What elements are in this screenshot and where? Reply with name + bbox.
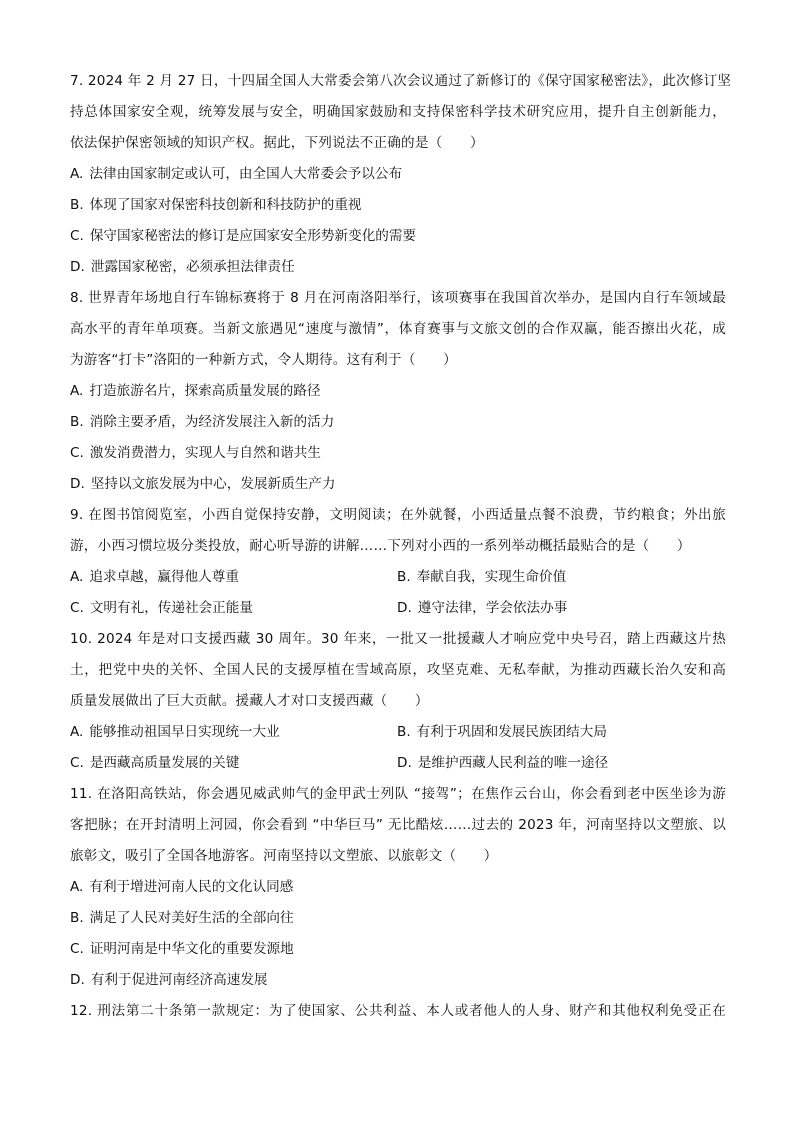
- option-a: [70, 562, 397, 593]
- option-text: 证明河南是中华文化的重要发源地: [89, 941, 294, 957]
- option-text: 遵守法律，学会依法办事: [417, 600, 568, 616]
- option-text: 体现了国家对保密科技创新和科技防护的重视: [89, 197, 362, 213]
- option-d: [70, 252, 295, 283]
- option-text: 有利于增进河南人民的文化认同感: [89, 879, 294, 895]
- option-text: 消除主要矛盾，为经济发展注入新的活力: [89, 414, 335, 430]
- option-c: [70, 934, 294, 965]
- option-key: D.: [397, 600, 412, 616]
- question-stem-line: 为游客“打卡”洛阳的一种新方式，令人期待。这有利于（ ）: [70, 352, 457, 368]
- option-b: [70, 407, 334, 438]
- question-stem-line: 12. 刑法第二十条第一款规定：为了使国家、公共利益、本人或者他人的人身、财产和其他权利免受正在: [70, 1003, 726, 1019]
- option-c: [70, 221, 416, 252]
- question-stem-line: 9. 在图书馆阅览室，小西自觉保持安静，文明阅读；在外就餐，小西适量点餐不浪费，节约粮食；外出旅: [70, 507, 726, 523]
- option-d: [397, 748, 608, 779]
- option-text: 追求卓越，赢得他人尊重: [89, 569, 239, 585]
- option-key: C.: [70, 445, 84, 461]
- question-stem-line: 11. 在洛阳高铁站，你会遇见威武帅气的金甲武士列队 “接驾”；在焦作云台山，你会看到老中医坐诊为游: [70, 786, 726, 802]
- option-c: [70, 438, 321, 469]
- option-text: 激发消费潜力，实现人与自然和谐共生: [89, 445, 321, 461]
- option-text: 能够推动祖国早日实现统一大业: [89, 724, 280, 740]
- option-text: 保守国家秘密法的修订是应国家安全形势新变化的需要: [89, 228, 417, 244]
- question-12: [70, 996, 726, 1027]
- option-key: A.: [70, 724, 84, 740]
- option-text: 有利于促进河南经济高速发展: [90, 972, 268, 988]
- option-key: B.: [70, 197, 84, 213]
- option-text: 坚持以文旅发展为中心，发展新质生产力: [90, 476, 336, 492]
- option-b: [70, 903, 294, 934]
- option-a: [70, 376, 320, 407]
- option-key: A.: [70, 569, 84, 585]
- option-c: [70, 593, 397, 624]
- option-key: B.: [397, 569, 411, 585]
- option-key: D.: [70, 972, 85, 988]
- question-stem-line: 客把脉；在开封清明上河园，你会看到 “中华巨马” 无比酷炫……过去的 2023 年，河南坚持以文塑旅、以: [70, 817, 726, 833]
- option-b: [397, 717, 607, 748]
- option-text: 有利于巩固和发展民族团结大局: [416, 724, 607, 740]
- option-text: 打造旅游名片，探索高质量发展的路径: [89, 383, 321, 399]
- question-10: [70, 624, 726, 779]
- option-a: [70, 872, 293, 903]
- question-9: [70, 500, 726, 624]
- option-key: C.: [70, 228, 84, 244]
- option-key: C.: [70, 755, 84, 771]
- option-key: D.: [70, 259, 85, 275]
- option-text: 文明有礼，传递社会正能量: [89, 600, 253, 616]
- option-a: [70, 717, 397, 748]
- option-text: 法律由国家制定或认可，由全国人大常委会予以公布: [89, 166, 403, 182]
- option-key: D.: [397, 755, 412, 771]
- option-key: A.: [70, 166, 84, 182]
- question-stem-line: 质量发展做出了巨大贡献。援藏人才对口支援西藏（ ）: [70, 693, 429, 709]
- question-stem-line: 持总体国家安全观，统筹发展与安全，明确国家鼓励和支持保密科学技术研究应用，提升自主创新能力，: [70, 104, 726, 120]
- option-text: 满足了人民对美好生活的全部向往: [89, 910, 294, 926]
- question-stem-line: 高水平的青年单项赛。当新文旅遇见“速度与激情”，体育赛事与文旅文创的合作双赢，能否擦出火花，成: [70, 321, 726, 337]
- option-text: 泄露国家秘密，必须承担法律责任: [90, 259, 295, 275]
- option-key: C.: [70, 600, 84, 616]
- exam-page: [70, 66, 732, 1027]
- option-d: [70, 965, 268, 996]
- question-stem-line: 7. 2024 年 2 月 27 日，十四届全国人大常委会第八次会议通过了新修订的《保守国家秘密法》，此次修订坚: [70, 73, 732, 89]
- option-key: D.: [70, 476, 85, 492]
- question-stem-line: 游，小西习惯垃圾分类投放，耐心听导游的讲解……下列对小西的一系列举动概括最贴合的是（ ）: [70, 538, 691, 554]
- question-stem-line: 土，把党中央的关怀、全国人民的支援厚植在雪域高原，攻坚克难、无私奉献，为推动西藏长治久安和高: [70, 662, 726, 678]
- question-7: [70, 66, 732, 283]
- question-stem-line: 10. 2024 年是对口支援西藏 30 周年。30 年来，一批又一批援藏人才响应党中央号召，踏上西藏这片热: [70, 631, 726, 647]
- question-stem-line: 8. 世界青年场地自行车锦标赛将于 8 月在河南洛阳举行，该项赛事在我国首次举办，是国内自行车领域最: [70, 290, 726, 306]
- option-key: B.: [397, 724, 411, 740]
- option-text: 是维护西藏人民利益的唯一途径: [417, 755, 609, 771]
- option-a: [70, 159, 402, 190]
- option-c: [70, 748, 397, 779]
- option-text: 奉献自我，实现生命价值: [416, 569, 567, 585]
- question-8: [70, 283, 726, 500]
- question-stem-line: 旅彰文，吸引了全国各地游客。河南坚持以文塑旅、以旅彰文（ ）: [70, 848, 498, 864]
- option-b: [397, 562, 566, 593]
- option-key: B.: [70, 414, 84, 430]
- option-d: [70, 469, 335, 500]
- option-text: 是西藏高质量发展的关键: [89, 755, 240, 771]
- option-d: [397, 593, 567, 624]
- question-11: [70, 779, 726, 996]
- option-key: C.: [70, 941, 84, 957]
- question-stem-line: 依法保护保密领域的知识产权。据此，下列说法不正确的是（ ）: [70, 135, 484, 151]
- option-key: A.: [70, 383, 84, 399]
- option-b: [70, 190, 362, 221]
- option-key: A.: [70, 879, 84, 895]
- option-key: B.: [70, 910, 84, 926]
